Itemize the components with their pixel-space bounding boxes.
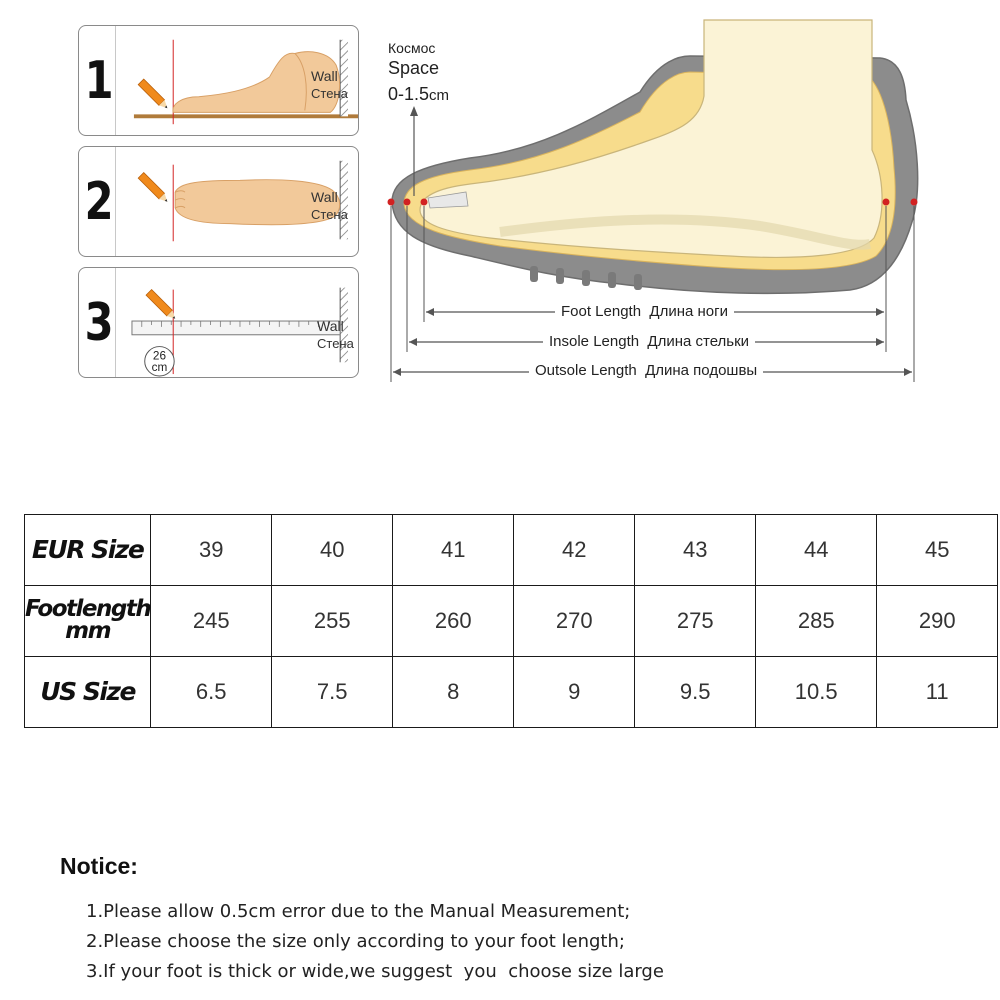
table-cell: 39 [151, 515, 272, 586]
table-cell: 11 [877, 657, 998, 728]
space-label-en: Space [388, 58, 440, 78]
table-cell: 10.5 [756, 657, 877, 728]
space-label-ru: Космос [388, 40, 436, 56]
callout-unit: cm [151, 361, 168, 375]
callout-number: 26 [152, 349, 167, 363]
table-row-us [25, 657, 998, 728]
notice-line-3: 3.If your foot is thick or wide,we suggest you choose size large [86, 961, 664, 982]
size-table [24, 514, 998, 728]
wall-label-en: Wall [317, 318, 344, 334]
table-cell: 270 [514, 586, 635, 657]
table-cell: 275 [635, 586, 756, 657]
space-range-value: 0-1.5 [388, 84, 430, 104]
table-cell: 43 [635, 515, 756, 586]
insole-length-label [543, 333, 755, 350]
table-cell: 290 [877, 586, 998, 657]
insole-length-ru: Длина стельки [647, 333, 750, 350]
row-header-eur: EUR Size [25, 515, 151, 586]
table-cell: 8 [393, 657, 514, 728]
wall-label-ru: Стена [311, 207, 348, 222]
insole-length-en: Insole Length [549, 333, 640, 350]
notice-line-2: 2.Please choose the size only according to your foot length; [86, 931, 625, 952]
step-number: 3 [83, 268, 116, 377]
table-row-eur [25, 515, 998, 586]
table-cell: 44 [756, 515, 877, 586]
outsole-length-ru: Длина подошвы [645, 362, 758, 379]
wall-label-en: Wall [311, 189, 338, 205]
row-header-us: US Size [25, 657, 151, 728]
shoe-diagram [0, 0, 1000, 400]
table-cell: 42 [514, 515, 635, 586]
table-cell: 260 [393, 586, 514, 657]
space-range-unit: cm [429, 87, 450, 104]
step-number: 2 [83, 147, 116, 256]
table-cell: 9 [514, 657, 635, 728]
table-cell: 40 [272, 515, 393, 586]
notice-title: Notice: [60, 853, 138, 879]
table-cell: 245 [151, 586, 272, 657]
table-cell: 285 [756, 586, 877, 657]
notice-line-1: 1.Please allow 0.5cm error due to the Manual Measurement; [86, 901, 631, 922]
table-cell: 41 [393, 515, 514, 586]
wall-label-ru: Стена [317, 336, 354, 351]
table-cell: 45 [877, 515, 998, 586]
step-number: 1 [83, 26, 116, 135]
foot-length-en: Foot Length [561, 303, 642, 320]
wall-label-ru: Стена [311, 86, 348, 101]
table-cell: 7.5 [272, 657, 393, 728]
outsole-length-en: Outsole Length [535, 362, 637, 379]
row-header-footlength: Footlength mm [25, 586, 151, 657]
table-cell: 255 [272, 586, 393, 657]
outsole-length-label [529, 362, 763, 379]
table-cell: 9.5 [635, 657, 756, 728]
foot-length-label [555, 303, 734, 320]
foot-length-ru: Длина ноги [649, 303, 728, 320]
table-row-footlength [25, 586, 998, 657]
table-cell: 6.5 [151, 657, 272, 728]
wall-label-en: Wall [311, 68, 338, 84]
space-range [388, 84, 449, 105]
